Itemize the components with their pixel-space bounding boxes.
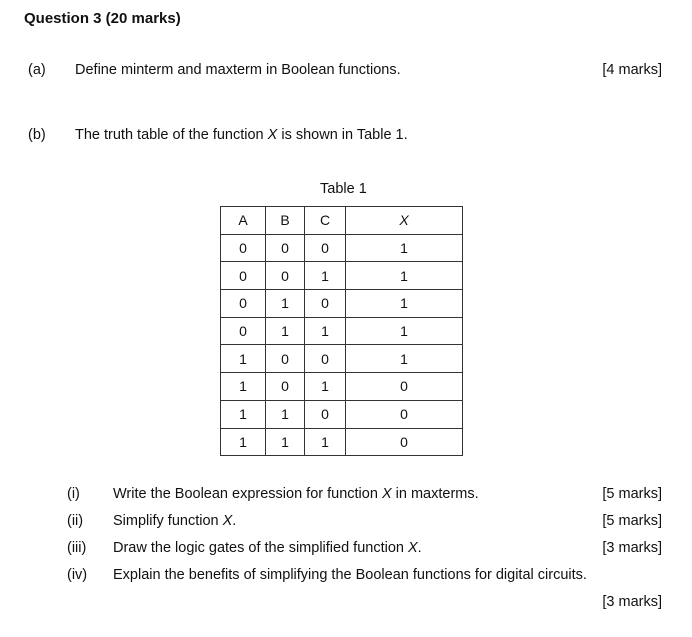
subpart-text-pre: Draw the logic gates of the simplified function	[113, 540, 408, 556]
table-cell: 1	[221, 428, 266, 456]
part-b-text-pre: The truth table of the function	[75, 127, 268, 143]
part-a-marks: [4 marks]	[602, 62, 662, 78]
table-cell: 0	[221, 290, 266, 318]
table-caption: Table 1	[320, 181, 367, 197]
subpart-var: X	[381, 486, 392, 502]
table-cell: 1	[221, 373, 266, 401]
subpart-text-post: .	[417, 540, 422, 556]
subpart-marks: [3 marks]	[602, 594, 662, 610]
table-cell: 1	[305, 317, 346, 345]
subpart-label: (iii)	[67, 540, 87, 556]
part-b-var: X	[267, 127, 278, 143]
subpart-label: (ii)	[67, 513, 84, 529]
subpart-marks: [5 marks]	[602, 513, 662, 529]
table-cell: 0	[266, 262, 305, 290]
table-row	[221, 262, 463, 290]
table-row	[221, 345, 463, 373]
subpart-text	[113, 567, 587, 583]
table-row	[221, 234, 463, 262]
table-cell: 0	[221, 262, 266, 290]
table-row	[221, 290, 463, 318]
header-a: A	[221, 207, 266, 235]
subpart-text	[113, 513, 236, 529]
table-cell: 1	[266, 400, 305, 428]
subpart-var: X	[222, 513, 233, 529]
table-cell: 1	[346, 290, 463, 318]
subpart-text	[113, 486, 479, 502]
table-cell: 0	[266, 373, 305, 401]
subpart-var: X	[407, 540, 418, 556]
header-c: C	[305, 207, 346, 235]
table-cell: 0	[266, 234, 305, 262]
subpart-marks: [3 marks]	[602, 540, 662, 556]
table-cell: 1	[346, 234, 463, 262]
table-cell: 1	[266, 317, 305, 345]
table-row	[221, 400, 463, 428]
part-b-label: (b)	[28, 127, 46, 143]
table-cell: 1	[305, 262, 346, 290]
subpart-text-pre: Simplify function	[113, 513, 223, 529]
subpart-label: (i)	[67, 486, 80, 502]
table-cell: 0	[346, 400, 463, 428]
header-x: X	[346, 207, 463, 235]
table-row	[221, 317, 463, 345]
table-cell: 1	[266, 290, 305, 318]
subpart-text	[113, 540, 422, 556]
table-cell: 1	[346, 262, 463, 290]
part-a-label: (a)	[28, 62, 46, 78]
question-title: Question 3 (20 marks)	[24, 10, 181, 27]
table-cell: 0	[266, 345, 305, 373]
table-cell: 0	[305, 400, 346, 428]
subpart-text-post: .	[232, 513, 237, 529]
subpart-marks: [5 marks]	[602, 486, 662, 502]
table-row	[221, 428, 463, 456]
subpart-label: (iv)	[67, 567, 88, 583]
part-b-text-post: is shown in Table 1.	[277, 127, 408, 143]
table-cell: 1	[346, 317, 463, 345]
table-cell: 1	[221, 400, 266, 428]
table-header-row	[221, 207, 463, 235]
table-cell: 0	[221, 234, 266, 262]
table-cell: 1	[221, 345, 266, 373]
subpart-text-pre: Write the Boolean expression for function	[113, 486, 382, 502]
subpart-text-pre: Explain the benefits of simplifying the Boolean functions for digital circuits.	[113, 567, 587, 583]
table-cell: 0	[221, 317, 266, 345]
table-cell: 1	[305, 428, 346, 456]
subpart-text-post: in maxterms.	[391, 486, 479, 502]
table-cell: 0	[346, 428, 463, 456]
table-cell: 1	[305, 373, 346, 401]
part-b-text	[75, 127, 408, 143]
table-cell: 1	[266, 428, 305, 456]
table-cell: 0	[305, 345, 346, 373]
table-cell: 0	[346, 373, 463, 401]
header-b: B	[266, 207, 305, 235]
part-a-text: Define minterm and maxterm in Boolean functions.	[75, 62, 401, 78]
table-cell: 0	[305, 290, 346, 318]
table-cell: 0	[305, 234, 346, 262]
table-row	[221, 373, 463, 401]
truth-table-body	[221, 234, 463, 456]
truth-table	[220, 206, 463, 456]
table-cell: 1	[346, 345, 463, 373]
